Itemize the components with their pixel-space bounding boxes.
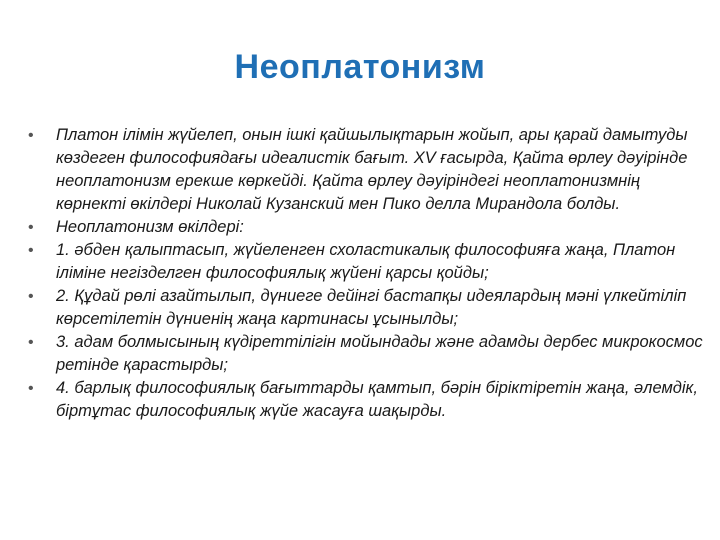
- bullet-text: Неоплатонизм өкілдері:: [56, 218, 244, 236]
- slide-title: Неоплатонизм: [234, 48, 486, 86]
- bullet-text: 2. Құдай рөлі азайтылып, дүниеге дейінгі бастапқы идеялардың мәні үлкейтіліп көрсетілетін дүниенің жаңа картинасы ұсынылды;: [56, 287, 687, 328]
- bullet-text: 3. адам болмысының күдіреттілігін мойындады және адамды дербес микрокосмос ретінде қарастырды;: [56, 333, 703, 374]
- bullet-item: [28, 285, 708, 331]
- bullet-text: 1. әбден қалыптасып, жүйеленген схоластикалық философияға жаңа, Платон іліміне негізделген философиялық жүйені қарсы қойды;: [56, 241, 676, 282]
- bullet-dot: •: [28, 127, 34, 144]
- bullet-item: [28, 124, 708, 216]
- bullet-dot: •: [28, 334, 34, 351]
- bullet-item: [28, 331, 708, 377]
- bullet-dot: •: [28, 242, 34, 259]
- bullet-text: 4. барлық философиялық бағыттарды қамтып, бәрін біріктіретін жаңа, әлемдік, біртұтас философиялық жүйе жасауға шақырды.: [56, 379, 698, 420]
- bullet-dot: •: [28, 288, 34, 305]
- bullet-item: [28, 239, 708, 285]
- bullet-item: [28, 216, 708, 239]
- bullet-text: Платон ілімін жүйелеп, онын ішкі қайшылықтарын жойып, ары қарай дамытуды көздеген философиядағы идеалистік бағыт. XV ғасырда, Қайта өрлеу дәуірінде неоплатонизм ерекше көркейді. Қайта өрлеу дәуіріндегі неоплатонизмнің көрнекті өкілдері Николай Кузанский мен Пико делла Мирандола болды.: [56, 126, 688, 213]
- bullet-item: [28, 377, 708, 423]
- bullet-dot: •: [28, 219, 34, 236]
- bullet-dot: •: [28, 380, 34, 397]
- bullet-list: [28, 124, 708, 423]
